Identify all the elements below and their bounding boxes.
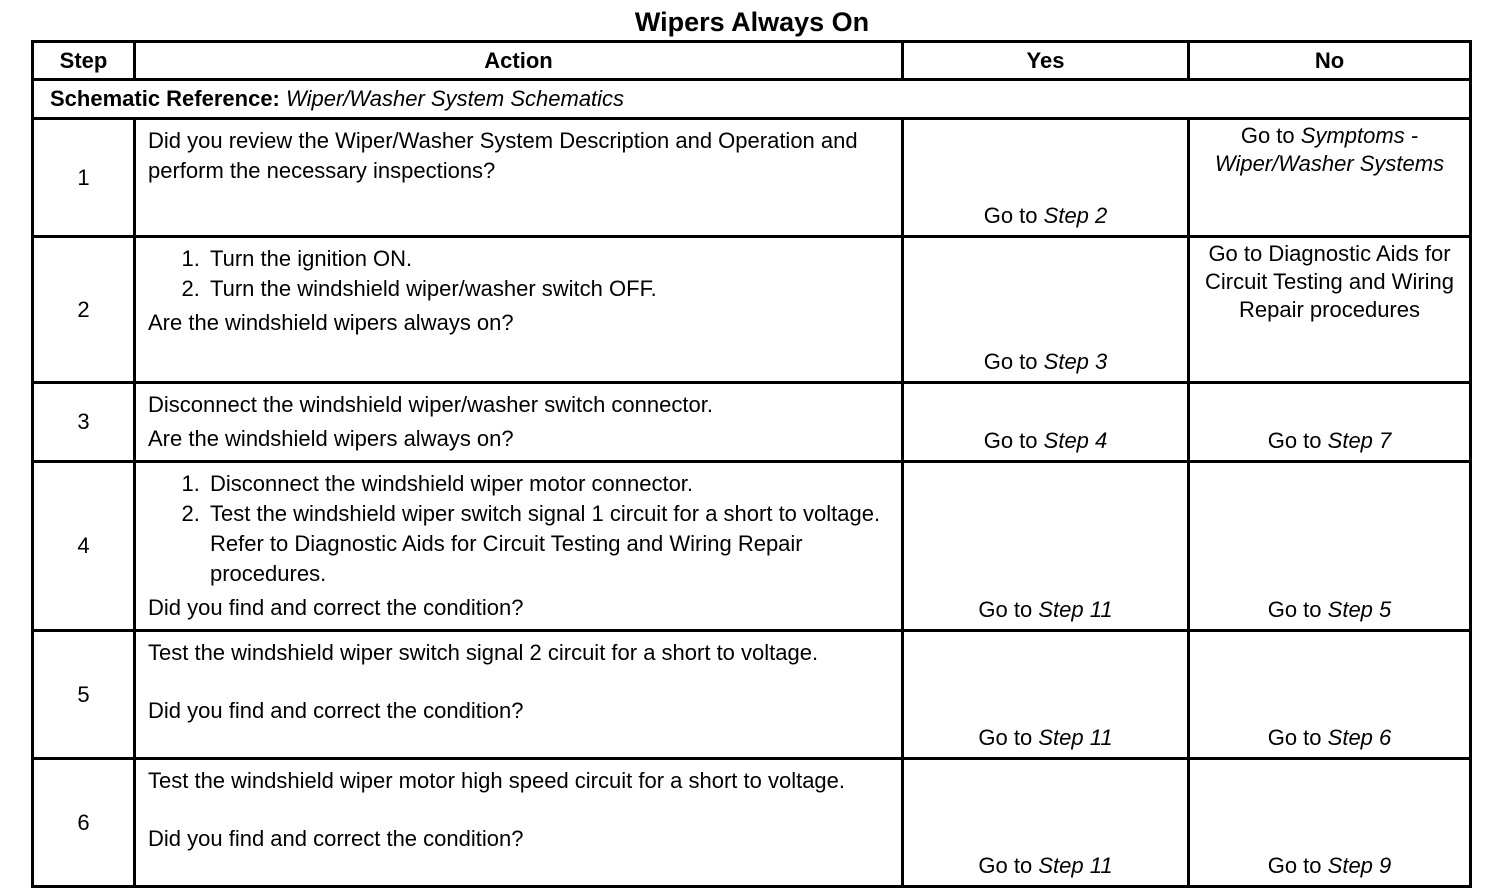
header-row	[33, 42, 1471, 80]
yes-step-ref: Step 11	[1038, 725, 1113, 750]
schematic-reference-label: Schematic Reference:	[50, 86, 280, 111]
yes-cell	[903, 462, 1189, 631]
schematic-reference-value: Wiper/Washer System Schematics	[286, 86, 625, 111]
yes-step-ref: Step 3	[1043, 349, 1108, 374]
go-to-label: Go to	[1240, 123, 1295, 148]
go-to-label: Go to	[983, 203, 1038, 228]
no-cell	[1189, 759, 1471, 887]
yes-cell	[903, 383, 1189, 462]
yes-cell	[903, 119, 1189, 237]
action-list-item: 2. Turn the windshield wiper/washer switch OFF.	[206, 274, 889, 304]
action-text	[135, 759, 903, 887]
table-row	[33, 462, 1471, 631]
go-to-label: Go to	[978, 725, 1033, 750]
no-cell	[1189, 237, 1471, 383]
action-list	[148, 469, 889, 589]
action-instruction: Test the windshield wiper switch signal 2 circuit for a short to voltage.	[148, 640, 819, 665]
header-yes: Yes	[903, 42, 1189, 80]
no-step-ref: Step 7	[1327, 428, 1392, 453]
action-list	[148, 244, 889, 304]
no-step-ref: Step 6	[1327, 725, 1392, 750]
action-instruction: Test the windshield wiper motor high speed circuit for a short to voltage.	[148, 768, 846, 793]
page-title: Wipers Always On	[634, 7, 870, 37]
go-to-label: Go to	[1267, 597, 1322, 622]
step-number: 1	[33, 119, 135, 237]
action-question: Did you find and correct the condition?	[148, 826, 524, 851]
no-step-ref: Step 9	[1327, 853, 1392, 878]
header-action: Action	[135, 42, 903, 80]
yes-step-ref: Step 2	[1043, 203, 1108, 228]
action-text	[135, 383, 903, 462]
header-no: No	[1189, 42, 1471, 80]
no-cell	[1189, 462, 1471, 631]
schematic-reference-row	[33, 80, 1471, 119]
schematic-reference	[33, 80, 1471, 119]
action-list-item: 1. Turn the ignition ON.	[206, 244, 889, 274]
action-text	[135, 237, 903, 383]
step-number: 5	[33, 631, 135, 759]
step-number: 3	[33, 383, 135, 462]
go-to-label: Go to	[1267, 725, 1322, 750]
no-cell	[1189, 631, 1471, 759]
yes-step-ref: Step 4	[1043, 428, 1108, 453]
go-to-label: Go to	[978, 597, 1033, 622]
action-question: Did you review the Wiper/Washer System Description and Operation and perform the necessary inspections?	[148, 128, 858, 183]
yes-cell	[903, 237, 1189, 383]
action-text	[135, 119, 903, 237]
action-instruction: Disconnect the windshield wiper/washer switch connector.	[148, 392, 713, 417]
no-cell	[1189, 383, 1471, 462]
table-row	[33, 119, 1471, 237]
action-question: Are the windshield wipers always on?	[148, 426, 514, 451]
step-number: 4	[33, 462, 135, 631]
action-question: Are the windshield wipers always on?	[148, 310, 514, 335]
go-to-label: Go to	[983, 349, 1038, 374]
no-step-ref: Symptoms - Wiper/Washer Systems	[1214, 123, 1445, 176]
step-number: 2	[33, 237, 135, 383]
table-row	[33, 759, 1471, 887]
step-number: 6	[33, 759, 135, 887]
header-step: Step	[33, 42, 135, 80]
yes-cell	[903, 759, 1189, 887]
go-to-label: Go to	[1267, 853, 1322, 878]
yes-step-ref: Step 11	[1038, 853, 1113, 878]
go-to-label: Go to	[978, 853, 1033, 878]
no-step-ref: Step 5	[1327, 597, 1392, 622]
yes-step-ref: Step 11	[1038, 597, 1113, 622]
action-question: Did you find and correct the condition?	[148, 698, 524, 723]
action-text	[135, 462, 903, 631]
table-row	[33, 237, 1471, 383]
action-question: Did you find and correct the condition?	[148, 595, 524, 620]
diagnostic-table	[31, 40, 1472, 888]
action-text	[135, 631, 903, 759]
go-to-label: Go to	[1267, 428, 1322, 453]
action-list-item: 2. Test the windshield wiper switch signal 1 circuit for a short to voltage. Refer to Diagnostic Aids for Circuit Testing and Wiring Repair procedures.	[206, 499, 889, 589]
no-step-ref: Go to Diagnostic Aids for Circuit Testing and Wiring Repair procedures	[1204, 241, 1455, 322]
action-list-item: 1. Disconnect the windshield wiper motor connector.	[206, 469, 889, 499]
go-to-label: Go to	[983, 428, 1038, 453]
yes-cell	[903, 631, 1189, 759]
no-cell	[1189, 119, 1471, 237]
table-row	[33, 383, 1471, 462]
table-row	[33, 631, 1471, 759]
